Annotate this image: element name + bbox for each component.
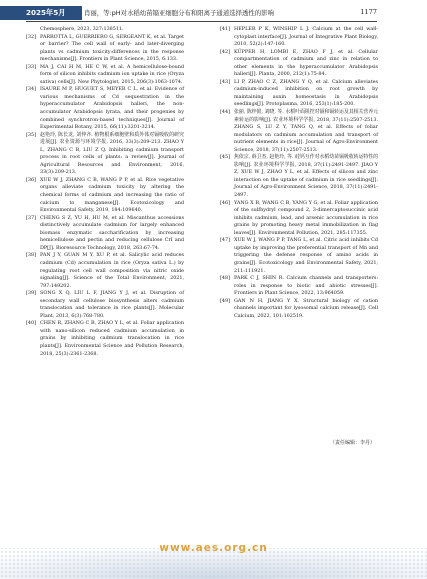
reference-number: [39] (26, 290, 36, 297)
reference-entry (220, 109, 378, 154)
reference-number: [44] (220, 109, 230, 116)
reference-entry (26, 34, 184, 64)
reference-entry (26, 177, 184, 215)
reference-text: PARK C J, SHIN R. Calcium channels and transporters: roles in response to biotic and abiotic stresses[J]. Frontiers in Plant Science, 2022, 13:964059. (234, 275, 378, 297)
page-header (0, 0, 427, 24)
reference-number: [47] (220, 237, 230, 244)
reference-text: XUE W J, WANG P P, TANG L, et al. Citric acid inhibits Cd uptake by improving the preferential transport of Mn and triggering the defense response of amino acids in grains[J]. Ecotoxicology and Environmental Safety, 2021, 211:111921. (234, 237, 378, 274)
dot-pattern-decoration (0, 530, 427, 579)
journal-website-url[interactable]: www.aes.org.cn (159, 542, 268, 554)
reference-entry (26, 86, 184, 131)
editor-note: （责任编辑：李丹） (330, 440, 376, 446)
reference-number: [33] (26, 63, 36, 70)
reference-text: CHEN R, ZHANG C B, ZHAO Y L, et al. Foliar application with nano-silicon reduced cadmium accumulation in grains by inhibiting cadmium translocation in rice plants[J]. Environmental Science and Pollution Research, 2018, 25(3):2361-2368. (40, 320, 184, 357)
reference-number: [49] (220, 297, 230, 304)
reference-text: HEPLER P K, WINSHIP L J. Calcium at the cell wall-cytoplast interface[J]. Journal of Integrative Plant Biology, 2010, 52(2):147-160. (234, 26, 378, 48)
reference-text: ISAURE M P, HUGUET S, MEYER C L, et al. Evidence of various mechanisms of Cd sequestration in the hyperaccumulator Arabidopsis halleri, the non-accumulator Arabidopsis lyrata, and their progenies by combined synchrotron-based techniques[J]. Journal of Experimental Botany, 2015, 66(11):3201-3214. (40, 86, 184, 131)
reference-number: [45] (220, 154, 230, 161)
reference-number: [37] (26, 214, 36, 221)
reference-number: [32] (26, 33, 36, 40)
reference-column-right (220, 26, 378, 320)
reference-entry (26, 64, 184, 87)
reference-entry (220, 26, 378, 49)
reference-entry (26, 320, 184, 358)
reference-number: [42] (220, 48, 230, 55)
reference-entry (220, 154, 378, 199)
reference-text: PAN J Y, GUAN M Y, XU P, et al. Salicylic acid reduces cadmium (Cd) accumulation in rice (Oryza sativa L.) by regulating root cell wall composition via nitric oxide signaling[J]. Science of the Total Environment, 2021, 797:149202. (40, 252, 184, 289)
reference-entry (26, 26, 184, 34)
reference-number: [36] (26, 176, 36, 183)
reference-number: [34] (26, 86, 36, 93)
reference-entry (220, 200, 378, 238)
footer-band (0, 530, 427, 579)
reference-number: [46] (220, 199, 230, 206)
reference-number (26, 26, 40, 34)
reference-text: GAN N H, JIANG Y X. Structural biology of cation channels important for lysosomal calcium release[J]. Cell Calcium, 2022, 101:102519. (234, 297, 378, 319)
reference-number: [41] (220, 26, 230, 32)
reference-text: KÜPPER H, LOMBI E, ZHAO F J, et al. Cellular compartmentation of cadmium and zinc in relation to other elements in the hyperaccumulator Arabidopsis halleri[J]. Planta, 2000, 212(1):75-84. (234, 48, 378, 78)
reference-entry (220, 275, 378, 298)
reference-text: PARROTTA L, GUERRIERO G, SERGEANT K, et al. Target or barrier? The cell wall of early- and later-diverging plants vs cadmium toxicity:differences in the response mechanisms[J]. Frontiers in Plant Science, 2015, 6:133. (40, 33, 184, 63)
reference-text: 赵艳玲, 陈长龙, 刘仲齐. 植物根系细胞壁和质外体对镉吸收的研究进展[J]. 农业资源与环境学报, 2016, 33(3):209-213. ZHAO Y L, ZHANG C B, LIU Z Q. Inhibiting cadmium transport process in root cells of plants: a review[J]. Journal of Agricultural Resources and Environment, 2016, 33(3):209-213. (40, 131, 184, 176)
page-number: 1177 (360, 8, 377, 16)
reference-text: 张丽, 陈梓银, 刘晓, 等. 水稻叶面阻控对镉和镉转运及其相关营养元素转运的影响[J]. 农业环境科学学报, 2018, 37(11):2507-2513. ZHANG S, LU Z Y, TANG Q, et al. Effects of foliar modulators on cadmium accumulation and transport of nutrient elements in rice[J]. Journal of Agro-Environment Science, 2018, 37(11):2507-2513. (234, 109, 378, 153)
reference-entry (26, 252, 184, 290)
reference-column-left (26, 26, 184, 358)
reference-number: [40] (26, 320, 36, 327)
reference-text: MA J, CAI H M, HE C W, et al. A hemicellulose-bound form of silicon inhibits cadmium ion uptake in rice (Oryza sativa) cells[J]. New Phytologist, 2015, 206(3):1063-1074. (40, 63, 184, 85)
header-divider (26, 21, 377, 22)
running-title: 肖丽，等:pH对水稻幼苗镉亚细胞分布和阳离子通道选择透性的影响 (84, 9, 274, 17)
reference-text: 焦依宗, 薛卫杰, 赵艳玲, 等. 硅钙互作对水稻幼苗镉吸收转运特性的影响[J]. 农业环境科学学报, 2018, 37(11):2491-2497. JIAO Y Z, XUE W J, ZHAO Y L, et al. Effects of silicon and zinc interaction on the uptake of cadmium in rice seedlings[J]. Journal of Agro-Environment Science, 2018, 37(11):2491-2497. (234, 154, 378, 199)
reference-entry (26, 132, 184, 177)
reference-text: XUE W J, ZHANG C B, WANG P P, et al. Rice vegetative organs alleviate cadmium toxicity by altering the chemical forms of cadmium and increasing the ratio of calcium to manganese[J]. Ecotoxicology and Environmental Safety, 2019, 184:109640. (40, 176, 184, 214)
reference-entry (26, 215, 184, 253)
reference-text: SONG X Q, LIU L F, JIANG Y J, et al. Disruption of secondary wall cellulose biosynthesis alters cadmium translocation and tolerance in rice plants[J]. Molecular Plant, 2013, 6(3):768-780. (40, 290, 184, 319)
reference-number: [43] (220, 78, 230, 85)
reference-number: [35] (26, 131, 36, 138)
reference-text: LI P, ZHAO C Z, ZHANG Y Q, et al. Calcium alleviates cadmium-induced inhibition on root growth by maintaining auxin homeostasis in Arabidopsis seedlings[J]. Protoplasma, 2016, 253(1):185-200. (234, 78, 378, 108)
reference-entry (220, 49, 378, 79)
reference-entry (220, 298, 378, 321)
reference-text: CHENG S Z, YU H, HU M, et al. Miscanthus accessions distinctively accumulate cadmium for largely enhanced biomass enzymatic saccharification by increasing hemicellulose and pectin and reducing cellulose CrI and DP[J]. Bioresource Technology, 2018, 263:67-74. (40, 214, 184, 251)
reference-number: [38] (26, 252, 36, 259)
issue-date-badge: 2025年5月 (0, 6, 82, 20)
reference-number: [48] (220, 275, 230, 282)
reference-text: YANG X B, WANG C B, YANG Y G, et al. Foliar application of the sulfhydryl compound 2, 3-dimercaptosuccinic acid inhibits cadmium, lead, and arsenic accumulation in rice grains by promoting heavy metal immobilization in flag leaves[J]. Environmental Pollution, 2021, 285:117355. (234, 199, 378, 236)
reference-entry (220, 237, 378, 275)
reference-entry (26, 290, 184, 320)
reference-entry (220, 79, 378, 109)
reference-text: Chemosphere, 2023, 327:138511. (40, 26, 124, 32)
